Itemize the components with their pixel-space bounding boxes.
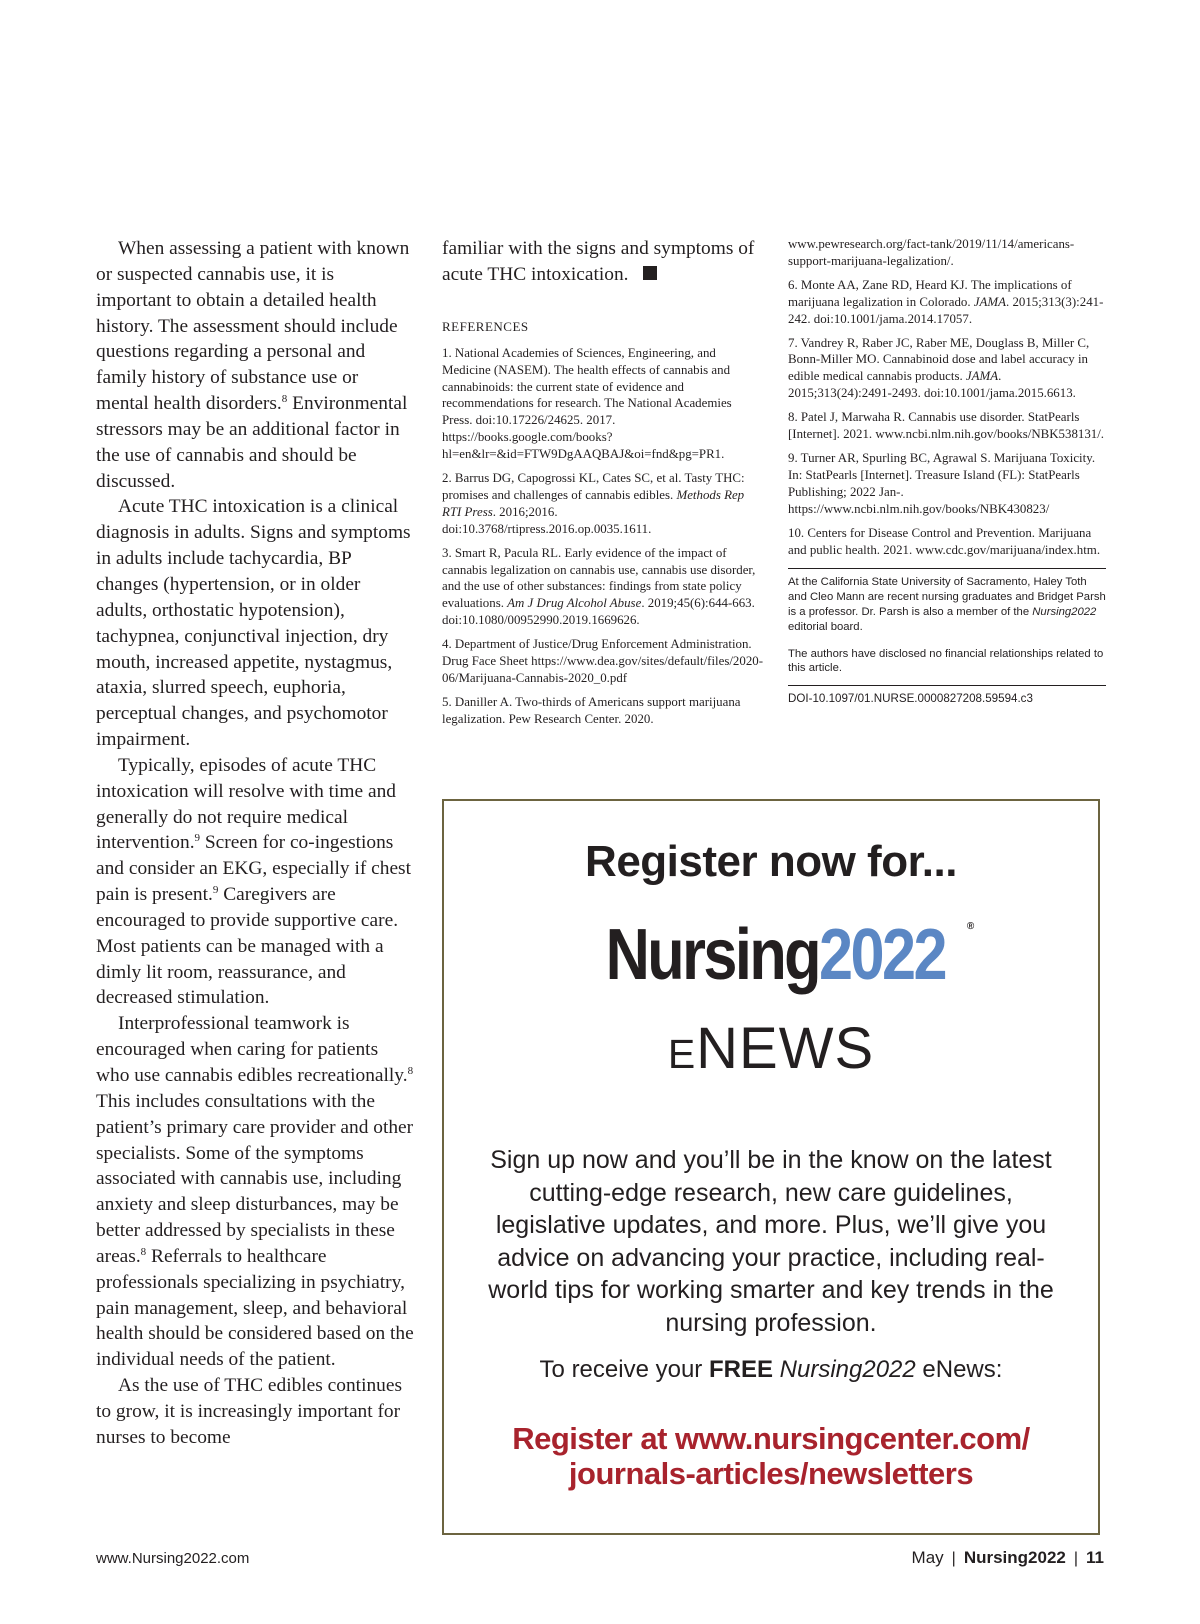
- receive-text: To receive your: [539, 1356, 709, 1383]
- reference-item: [442, 545, 764, 630]
- paragraph-text: Interprofessional teamwork is encouraged when caring for patients who use cannabis edibles recreationally.: [96, 1013, 408, 1086]
- paragraph: [442, 236, 764, 288]
- disclosure-note: The authors have disclosed no financial relationships related to this article.: [788, 647, 1104, 675]
- paragraph: [96, 1011, 414, 1373]
- ad-body: [474, 1144, 1068, 1339]
- author-text: At the California State University of Sacramento, Haley Toth and Cleo Mann are recent nursing graduates and Bridget Parsh is a professor. Dr. Parsh is also a member of the: [788, 576, 1106, 618]
- footer-journal: Nursing2022: [963, 1548, 1066, 1567]
- register-link-line[interactable]: Register at www.nursingcenter.com/: [512, 1421, 1030, 1456]
- reference-text: 7. Vandrey R, Raber JC, Raber ME, Douglass B, Miller C, Bonn-Miller MO. Cannabinoid dose and label accuracy in edible medical cannabis products.: [788, 335, 1090, 384]
- references-heading: REFERENCES: [442, 318, 529, 334]
- citation-superscript: 8: [140, 1245, 147, 1258]
- citation-superscript: 8: [407, 1065, 414, 1077]
- reference-item: [442, 470, 764, 538]
- reference-journal: JAMA: [973, 294, 1006, 309]
- footer-website: www.Nursing2022.com: [96, 1550, 250, 1567]
- reference-item: 9. Turner AR, Spurling BC, Agrawal S. Marijuana Toxicity. In: StatPearls [Internet]. Treasure Island (FL): StatPearls Publishing; 2022 Jan-. https://www.ncbi.nlm.nih.gov/books/NBK430823/: [788, 450, 1096, 516]
- reference-text: . 2019;45(6):644-663. doi:10.1080/00952990.2019.1669626.: [442, 596, 755, 628]
- reference-item: [788, 335, 1106, 403]
- reference-text: . 2016;2016. doi:10.3768/rtipress.2016.op.0035.1611.: [442, 504, 652, 536]
- reference-text: 2. Barrus DG, Capogrossi KL, Cates SC, et al. Tasty THC: promises and challenges of cannabis edibles.: [442, 471, 745, 502]
- paragraph-text: Referrals to healthcare professionals specializing in psychiatry, pain management, sleep, and behavioral health should be considered based on the individual needs of the patient.: [96, 1245, 414, 1371]
- paragraph: As the use of THC edibles continues to grow, it is increasingly important for nurses to become: [96, 1375, 402, 1448]
- author-bio: [788, 575, 1106, 634]
- reference-journal: JAMA: [965, 369, 999, 384]
- register-link[interactable]: [444, 1421, 1098, 1491]
- reference-item: [788, 277, 1106, 328]
- reference-item: 1. National Academies of Sciences, Engineering, and Medicine (NASEM). The health effects of cannabis and cannabinoids: the current state of evidence and recommendations for research. The National Academies Press. doi:10.17226/24625. 2017. https://books.google.com/books?hl=en&lr=&id=FTW9DgAAQBAJ&oi=fnd&pg=PR1.: [442, 345, 732, 462]
- footer-separator: |: [951, 1550, 956, 1567]
- reference-item: www.pewresearch.org/fact-tank/2019/11/14/americans-support-marijuana-legalization/.: [788, 237, 1075, 268]
- paragraph-text: Screen for co-ingestions and consider an EKG, especially if chest pain is present.: [96, 832, 411, 906]
- reference-item: 10. Centers for Disease Control and Prevention. Marijuana and public health. 2021. www.cdc.gov/marijuana/index.htm.: [788, 525, 1101, 557]
- reference-text: 6. Monte AA, Zane RD, Heard KJ. The implications of marijuana legalization in Colorado.: [788, 277, 1072, 309]
- register-link-line[interactable]: journals-articles/newsletters: [568, 1456, 974, 1491]
- article-column-2: [442, 236, 764, 735]
- reference-item: 5. Daniller A. Two-thirds of Americans support marijuana legalization. Pew Research Center. 2020.: [442, 694, 741, 726]
- footer-month: May: [911, 1548, 944, 1567]
- doi-line: DOI-10.1097/01.NURSE.0000827208.59594.c3: [788, 692, 1033, 706]
- paragraph-text: Caregivers are encouraged to provide supportive care. Most patients can be managed with a dimly lit room, reassurance, and decreased stimulation.: [96, 884, 399, 1009]
- receive-free: FREE: [708, 1356, 773, 1383]
- receive-space: [773, 1356, 780, 1383]
- end-of-article-mark: [643, 266, 657, 280]
- divider: [788, 568, 1106, 569]
- paragraph-text: Environmental stressors may be an additional factor in the use of cannabis and should be discussed.: [96, 393, 408, 492]
- registered-mark: ®: [966, 921, 975, 932]
- page-number: 11: [1086, 1548, 1104, 1567]
- reference-item: 4. Department of Justice/Drug Enforcement Administration. Drug Face Sheet https://www.dea.gov/sites/default/files/2020-06/Marijuana-Cannabis-2020_0.pdf: [442, 637, 764, 685]
- article-column-3: [788, 236, 1106, 705]
- reference-journal: Am J Drug Alcohol Abuse: [507, 596, 642, 611]
- paragraph-text: Typically, episodes of acute THC intoxication will resolve with time and generally do not require medical intervention.: [96, 754, 396, 854]
- footer-separator: |: [1073, 1550, 1079, 1567]
- reference-text: 3. Smart R, Pacula RL. Early evidence of the impact of cannabis legalization on cannabis use, cannabis use disorder, and the use of other substances: findings from state policy evaluations.: [442, 545, 756, 611]
- paragraph-text: This includes consultations with the patient’s primary care provider and other specialists. Some of the symptoms associated with cannabis use, including anxiety and sleep disturbances, may be better addressed by specialists in these areas.: [96, 1090, 414, 1267]
- reference-item: 8. Patel J, Marwaha R. Cannabis use disorder. StatPearls [Internet]. 2021. www.ncbi.nlm.nih.gov/books/NBK538131/.: [788, 410, 1105, 442]
- logo-year: 2022: [818, 915, 945, 995]
- reference-text: . 2015;313(24):2491-2493. doi:10.1001/jama.2015.6613.: [788, 369, 1076, 401]
- paragraph: [96, 236, 414, 494]
- citation-superscript: 9: [194, 832, 201, 845]
- citation-superscript: 8: [281, 393, 288, 406]
- ad-body-text: Sign up now and you’ll be in the know on the latest cutting-edge research, new care guidelines, legislative updates, and more. Plus, we’ll give you advice on advancing your practice, including real-world tips for working smarter and key trends in the nursing profession.: [488, 1146, 1054, 1337]
- receive-text: eNews:: [915, 1356, 1003, 1383]
- author-journal: Nursing2022: [1032, 606, 1097, 618]
- article-column-1: [96, 236, 414, 1451]
- divider: [788, 685, 1106, 686]
- footer-folio: [912, 1548, 1104, 1568]
- reference-journal: Methods Rep RTI Press: [442, 487, 745, 519]
- nursing2022-logo: [444, 915, 1098, 995]
- paragraph: [96, 753, 414, 1011]
- enews-title: [444, 1015, 1098, 1082]
- author-text: editorial board.: [788, 620, 863, 633]
- citation-superscript: 9: [212, 884, 219, 897]
- enews-advertisement: [442, 799, 1100, 1535]
- logo-word: Nursing: [605, 915, 819, 995]
- enews-text: eNEWS: [667, 1016, 875, 1081]
- paragraph-text: familiar with the signs and symptoms of acute THC intoxication.: [442, 238, 755, 285]
- paragraph: Acute THC intoxication is a clinical diagnosis in adults. Signs and symptoms in adults include tachycardia, BP changes (hypertension, or in older adults, orthostatic hypotension), tachypnea, conjunctival injection, dry mouth, increased appetite, nystagmus, ataxia, slurred speech, euphoria, perceptual changes, and psychomotor impairment.: [96, 496, 411, 751]
- paragraph-text: When assessing a patient with known or suspected cannabis use, it is important to obtain a detailed health history. The assessment should include questions regarding a personal and family history of substance use or mental health disorders.: [96, 238, 410, 415]
- reference-text: . 2015;313(3):241-242. doi:10.1001/jama.2014.17057.: [788, 294, 1104, 326]
- ad-receive-line: [444, 1356, 1098, 1384]
- receive-journal: Nursing2022: [779, 1356, 916, 1383]
- ad-headline: Register now for...: [585, 837, 957, 886]
